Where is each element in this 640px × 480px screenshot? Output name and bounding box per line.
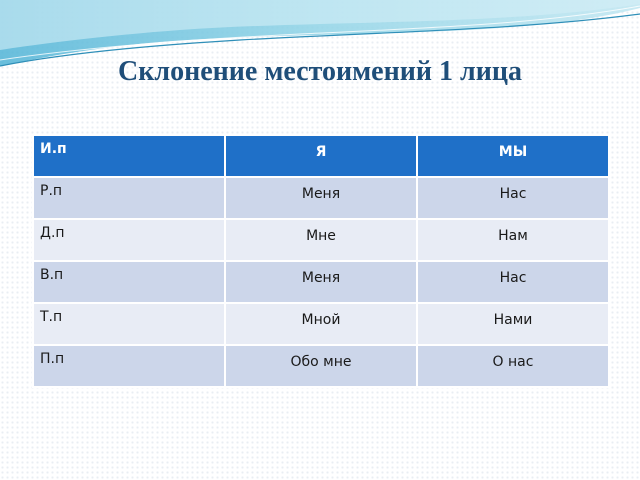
table-row: [33, 303, 609, 345]
case-cell: П.п: [33, 345, 225, 387]
plural-cell: Нам: [417, 219, 609, 261]
page-title: Склонение местоимений 1 лица: [118, 56, 522, 87]
table-row: [33, 219, 609, 261]
singular-cell: Обо мне: [225, 345, 417, 387]
singular-cell: Меня: [225, 261, 417, 303]
singular-cell: Мне: [225, 219, 417, 261]
plural-cell: Нами: [417, 303, 609, 345]
singular-cell: Меня: [225, 177, 417, 219]
singular-cell: Мной: [225, 303, 417, 345]
case-cell: В.п: [33, 261, 225, 303]
table-header-row: [33, 135, 609, 177]
table-row: [33, 345, 609, 387]
plural-cell: Нас: [417, 261, 609, 303]
case-cell: Д.п: [33, 219, 225, 261]
declension-table: [32, 134, 610, 388]
plural-cell: О нас: [417, 345, 609, 387]
table-row: [33, 261, 609, 303]
header-case-cell: И.п: [33, 135, 225, 177]
case-cell: Р.п: [33, 177, 225, 219]
case-cell: Т.п: [33, 303, 225, 345]
plural-cell: Нас: [417, 177, 609, 219]
table-row: [33, 177, 609, 219]
header-singular-cell: Я: [225, 135, 417, 177]
header-plural-cell: МЫ: [417, 135, 609, 177]
